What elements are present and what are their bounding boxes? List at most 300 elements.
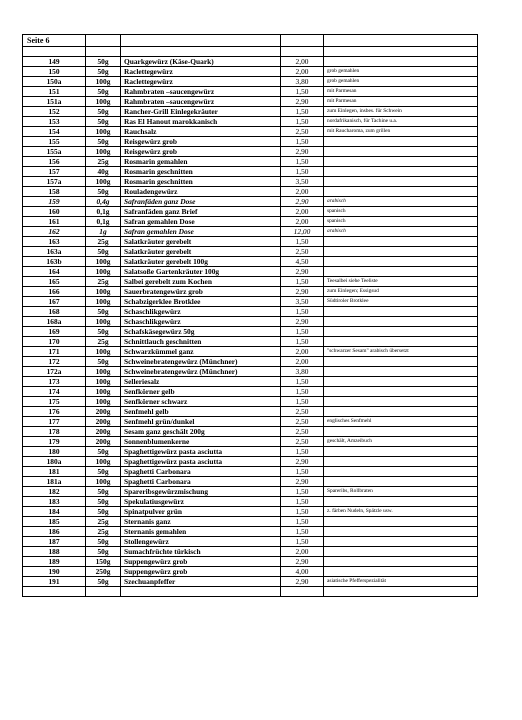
item-note — [324, 457, 478, 467]
item-number: 155 — [23, 137, 86, 147]
item-name: Schaschlikgewürz — [121, 307, 281, 317]
table-row — [23, 77, 478, 87]
item-name: Spareribsgewürzmischung — [121, 487, 281, 497]
table-row — [23, 567, 478, 577]
item-note: arabisch — [324, 197, 478, 207]
table-row — [23, 207, 478, 217]
item-note — [324, 57, 478, 67]
item-name: Spinatpulver grün — [121, 507, 281, 517]
item-number: 163 — [23, 237, 86, 247]
item-price: 1,50 — [281, 137, 324, 147]
item-number: 180 — [23, 447, 86, 457]
item-name: Sonnenblumenkerne — [121, 437, 281, 447]
table-row — [23, 167, 478, 177]
table-row — [23, 577, 478, 587]
item-number: 186 — [23, 527, 86, 537]
table-row — [23, 127, 478, 137]
item-price: 1,50 — [281, 337, 324, 347]
item-name: Safran gemahlen Dose — [121, 227, 281, 237]
item-note: englisches Senfmehl — [324, 417, 478, 427]
item-name: Spaghetti Carbonara — [121, 477, 281, 487]
item-name: Rancher-Grill Einlegekräuter — [121, 107, 281, 117]
item-price: 1,50 — [281, 527, 324, 537]
item-name: Salatkräuter gerebelt 100g — [121, 257, 281, 267]
item-note — [324, 327, 478, 337]
empty-cell — [86, 35, 121, 47]
item-note — [324, 537, 478, 547]
empty-cell — [281, 587, 324, 597]
item-quantity: 50g — [86, 577, 121, 587]
item-quantity: 50g — [86, 107, 121, 117]
table-row — [23, 537, 478, 547]
item-number: 158 — [23, 187, 86, 197]
blank-row — [23, 587, 478, 597]
item-price: 2,90 — [281, 557, 324, 567]
item-name: Schaschlikgewürz — [121, 317, 281, 327]
item-note: asiatische Pfefferspezialität — [324, 577, 478, 587]
item-name: Stollengewürz — [121, 537, 281, 547]
item-quantity: 200g — [86, 417, 121, 427]
item-name: Spaghetti Carbonara — [121, 467, 281, 477]
table-row — [23, 547, 478, 557]
item-number: 182 — [23, 487, 86, 497]
empty-cell — [324, 587, 478, 597]
item-note — [324, 357, 478, 367]
table-row — [23, 427, 478, 437]
item-price: 2,00 — [281, 217, 324, 227]
item-price: 1,50 — [281, 387, 324, 397]
item-number: 183 — [23, 497, 86, 507]
table-row — [23, 447, 478, 457]
item-price: 2,00 — [281, 347, 324, 357]
empty-cell — [324, 35, 478, 47]
item-number: 159 — [23, 197, 86, 207]
item-number: 172a — [23, 367, 86, 377]
item-note — [324, 557, 478, 567]
item-number: 153 — [23, 117, 86, 127]
table-row — [23, 557, 478, 567]
item-name: Ras El Hanout marokkanisch — [121, 117, 281, 127]
table-row — [23, 67, 478, 77]
item-quantity: 100g — [86, 317, 121, 327]
table-row — [23, 477, 478, 487]
item-number: 168 — [23, 307, 86, 317]
item-name: Schweinebratengewürz (Münchner) — [121, 367, 281, 377]
item-note: mit Raucharoma, zum grillen — [324, 127, 478, 137]
item-number: 174 — [23, 387, 86, 397]
item-price: 1,50 — [281, 327, 324, 337]
table-row — [23, 257, 478, 267]
item-price: 2,00 — [281, 547, 324, 557]
table-row — [23, 187, 478, 197]
item-quantity: 100g — [86, 297, 121, 307]
item-quantity: 50g — [86, 447, 121, 457]
item-price: 2,00 — [281, 57, 324, 67]
table-row — [23, 277, 478, 287]
item-price: 2,50 — [281, 437, 324, 447]
item-price: 2,50 — [281, 427, 324, 437]
item-number: 162 — [23, 227, 86, 237]
item-note — [324, 447, 478, 457]
item-note: grob gemahlen — [324, 67, 478, 77]
item-price: 2,90 — [281, 287, 324, 297]
item-name: Selleriesalz — [121, 377, 281, 387]
item-number: 175 — [23, 397, 86, 407]
item-quantity: 100g — [86, 147, 121, 157]
item-name: Sauerbratengewürz grob — [121, 287, 281, 297]
item-quantity: 100g — [86, 397, 121, 407]
item-number: 177 — [23, 417, 86, 427]
page-label: Seite 6 — [23, 35, 86, 47]
table-row — [23, 227, 478, 237]
table-row — [23, 407, 478, 417]
item-note — [324, 427, 478, 437]
item-name: Safranfäden ganz Dose — [121, 197, 281, 207]
table-row — [23, 267, 478, 277]
item-quantity: 100g — [86, 367, 121, 377]
item-quantity: 25g — [86, 337, 121, 347]
item-note — [324, 307, 478, 317]
item-name: Rouladengewürz — [121, 187, 281, 197]
table-row — [23, 457, 478, 467]
item-number: 151a — [23, 97, 86, 107]
table-row — [23, 507, 478, 517]
item-name: Schnittlauch geschnitten — [121, 337, 281, 347]
empty-cell — [324, 47, 478, 57]
item-note: Spareribs, Rollbraten — [324, 487, 478, 497]
item-quantity: 250g — [86, 567, 121, 577]
table-row — [23, 327, 478, 337]
table-row — [23, 357, 478, 367]
item-quantity: 0,1g — [86, 217, 121, 227]
item-quantity: 40g — [86, 167, 121, 177]
table-row — [23, 367, 478, 377]
item-price: 1,50 — [281, 117, 324, 127]
item-name: Rosmarin gemahlen — [121, 157, 281, 167]
item-quantity: 150g — [86, 557, 121, 567]
item-price: 1,50 — [281, 467, 324, 477]
item-price: 2,90 — [281, 97, 324, 107]
item-number: 184 — [23, 507, 86, 517]
item-name: Senfkörner gelb — [121, 387, 281, 397]
item-name: Schweinebratengewürz (Münchner) — [121, 357, 281, 367]
item-quantity: 50g — [86, 67, 121, 77]
item-name: Rahmbraten –saucengewürz — [121, 87, 281, 97]
table-row — [23, 197, 478, 207]
item-price: 3,80 — [281, 77, 324, 87]
item-number: 171 — [23, 347, 86, 357]
item-number: 185 — [23, 517, 86, 527]
item-name: Rosmarin geschnitten — [121, 177, 281, 187]
table-row — [23, 487, 478, 497]
item-price: 1,50 — [281, 237, 324, 247]
table-row — [23, 527, 478, 537]
item-price: 2,00 — [281, 357, 324, 367]
item-quantity: 50g — [86, 247, 121, 257]
table-row — [23, 87, 478, 97]
item-number: 187 — [23, 537, 86, 547]
item-note — [324, 517, 478, 527]
item-number: 179 — [23, 437, 86, 447]
empty-cell — [281, 35, 324, 47]
item-number: 152 — [23, 107, 86, 117]
table-row — [23, 497, 478, 507]
item-note — [324, 147, 478, 157]
item-note: mit Parmesan — [324, 87, 478, 97]
item-note: spanisch — [324, 207, 478, 217]
item-number: 154 — [23, 127, 86, 137]
item-quantity: 25g — [86, 157, 121, 167]
table-row — [23, 437, 478, 447]
item-name: Sternanis gemahlen — [121, 527, 281, 537]
table-row — [23, 117, 478, 127]
item-quantity: 100g — [86, 377, 121, 387]
item-name: Suppengewürz grob — [121, 567, 281, 577]
item-number: 188 — [23, 547, 86, 557]
item-quantity: 100g — [86, 77, 121, 87]
table-row — [23, 347, 478, 357]
item-price: 2,90 — [281, 317, 324, 327]
item-number: 190 — [23, 567, 86, 577]
item-note — [324, 567, 478, 577]
item-number: 155a — [23, 147, 86, 157]
item-price: 1,50 — [281, 277, 324, 287]
item-note — [324, 257, 478, 267]
item-price: 2,90 — [281, 477, 324, 487]
item-price: 1,50 — [281, 497, 324, 507]
item-name: Salatsoße Gartenkräuter 100g — [121, 267, 281, 277]
item-price: 1,50 — [281, 537, 324, 547]
item-note — [324, 367, 478, 377]
item-number: 163b — [23, 257, 86, 267]
empty-cell — [121, 587, 281, 597]
item-name: Raclettegewürz — [121, 77, 281, 87]
item-number: 157 — [23, 167, 86, 177]
item-note: grob gemahlen — [324, 77, 478, 87]
item-price: 2,50 — [281, 247, 324, 257]
item-number: 161 — [23, 217, 86, 227]
table-row — [23, 307, 478, 317]
item-name: Sesam ganz geschält 200g — [121, 427, 281, 437]
table-row — [23, 107, 478, 117]
item-number: 165 — [23, 277, 86, 287]
item-price: 1,50 — [281, 487, 324, 497]
item-quantity: 50g — [86, 117, 121, 127]
item-quantity: 0,1g — [86, 207, 121, 217]
item-price: 1,50 — [281, 397, 324, 407]
item-price: 2,00 — [281, 207, 324, 217]
item-note: arabisch — [324, 227, 478, 237]
item-quantity: 100g — [86, 477, 121, 487]
item-name: Reisgewürz grob — [121, 147, 281, 157]
item-number: 167 — [23, 297, 86, 307]
table-row — [23, 57, 478, 67]
item-quantity: 25g — [86, 237, 121, 247]
item-quantity: 25g — [86, 517, 121, 527]
table-row — [23, 147, 478, 157]
item-name: Senfmehl gelb — [121, 407, 281, 417]
item-note: Südtiroler Brotklee — [324, 297, 478, 307]
item-price: 4,00 — [281, 567, 324, 577]
item-note — [324, 547, 478, 557]
item-price: 1,50 — [281, 87, 324, 97]
item-quantity: 200g — [86, 437, 121, 447]
item-note — [324, 337, 478, 347]
item-note — [324, 387, 478, 397]
item-name: Senfmehl grün/dunkel — [121, 417, 281, 427]
item-quantity: 1g — [86, 227, 121, 237]
empty-cell — [86, 587, 121, 597]
item-quantity: 50g — [86, 87, 121, 97]
item-name: Safran gemahlen Dose — [121, 217, 281, 227]
item-note — [324, 187, 478, 197]
item-name: Raclettegewürz — [121, 67, 281, 77]
item-price: 1,50 — [281, 167, 324, 177]
item-name: Spaghettigewürz pasta asciutta — [121, 447, 281, 457]
table-row — [23, 377, 478, 387]
item-price: 2,90 — [281, 267, 324, 277]
item-number: 189 — [23, 557, 86, 567]
item-price: 3,50 — [281, 297, 324, 307]
item-price: 1,50 — [281, 447, 324, 457]
item-number: 173 — [23, 377, 86, 387]
item-number: 176 — [23, 407, 86, 417]
item-quantity: 100g — [86, 97, 121, 107]
empty-cell — [281, 47, 324, 57]
item-price: 2,50 — [281, 417, 324, 427]
item-note — [324, 467, 478, 477]
item-name: Schafskäsegewürz 50g — [121, 327, 281, 337]
item-price: 1,50 — [281, 507, 324, 517]
item-quantity: 50g — [86, 307, 121, 317]
item-note: zum Einlegen; Essigsud — [324, 287, 478, 297]
item-note — [324, 237, 478, 247]
item-quantity: 200g — [86, 407, 121, 417]
item-quantity: 100g — [86, 457, 121, 467]
item-note — [324, 477, 478, 487]
item-note — [324, 167, 478, 177]
item-note: z. färben Nudeln, Spätzle usw. — [324, 507, 478, 517]
table-row — [23, 287, 478, 297]
item-number: 191 — [23, 577, 86, 587]
item-number: 157a — [23, 177, 86, 187]
item-price: 2,90 — [281, 197, 324, 207]
price-list-body — [23, 35, 478, 597]
item-name: Salatkräuter gerebelt — [121, 237, 281, 247]
item-note: Teesalbei siehe Teeliste — [324, 277, 478, 287]
item-name: Spekulatiusgewürz — [121, 497, 281, 507]
item-note: geschält, Amzeibuch — [324, 437, 478, 447]
item-price: 2,50 — [281, 127, 324, 137]
item-note — [324, 497, 478, 507]
table-row — [23, 337, 478, 347]
item-name: Szechuanpfeffer — [121, 577, 281, 587]
item-name: Rauchsalz — [121, 127, 281, 137]
page-header-row — [23, 35, 478, 47]
item-name: Reisgewürz grob — [121, 137, 281, 147]
item-name: Rahmbraten –saucengewürz — [121, 97, 281, 107]
item-number: 151 — [23, 87, 86, 97]
item-number: 160 — [23, 207, 86, 217]
item-quantity: 200g — [86, 427, 121, 437]
item-quantity: 50g — [86, 487, 121, 497]
item-name: Suppengewürz grob — [121, 557, 281, 567]
empty-cell — [23, 47, 86, 57]
table-row — [23, 417, 478, 427]
item-name: Rosmarin geschnitten — [121, 167, 281, 177]
item-quantity: 50g — [86, 57, 121, 67]
item-name: Spaghettigewürz pasta asciutta — [121, 457, 281, 467]
item-number: 163a — [23, 247, 86, 257]
item-note: nordafrikanisch, für Tachine u.a. — [324, 117, 478, 127]
item-quantity: 0,4g — [86, 197, 121, 207]
empty-cell — [86, 47, 121, 57]
item-quantity: 100g — [86, 127, 121, 137]
item-price: 3,80 — [281, 367, 324, 377]
table-row — [23, 177, 478, 187]
item-price: 12,00 — [281, 227, 324, 237]
table-row — [23, 297, 478, 307]
item-quantity: 50g — [86, 357, 121, 367]
item-price: 4,50 — [281, 257, 324, 267]
item-quantity: 25g — [86, 277, 121, 287]
item-note — [324, 317, 478, 327]
item-number: 178 — [23, 427, 86, 437]
item-number: 168a — [23, 317, 86, 327]
item-number: 181 — [23, 467, 86, 477]
item-number: 164 — [23, 267, 86, 277]
table-row — [23, 317, 478, 327]
item-quantity: 50g — [86, 537, 121, 547]
item-quantity: 50g — [86, 137, 121, 147]
item-note — [324, 527, 478, 537]
item-number: 181a — [23, 477, 86, 487]
item-quantity: 100g — [86, 267, 121, 277]
item-note — [324, 177, 478, 187]
item-price: 1,50 — [281, 517, 324, 527]
item-price: 1,50 — [281, 307, 324, 317]
table-row — [23, 237, 478, 247]
item-price: 2,00 — [281, 187, 324, 197]
item-note — [324, 157, 478, 167]
table-row — [23, 137, 478, 147]
price-list-table — [22, 34, 478, 597]
table-row — [23, 157, 478, 167]
table-row — [23, 247, 478, 257]
item-name: Sternanis ganz — [121, 517, 281, 527]
item-note: zum Einlegen, insbes. für Schwein — [324, 107, 478, 117]
item-number: 170 — [23, 337, 86, 347]
table-row — [23, 97, 478, 107]
table-row — [23, 217, 478, 227]
table-row — [23, 517, 478, 527]
item-quantity: 50g — [86, 187, 121, 197]
item-quantity: 100g — [86, 177, 121, 187]
table-row — [23, 387, 478, 397]
item-note — [324, 267, 478, 277]
item-note: "schwarzer Sesam" arabisch übersetzt — [324, 347, 478, 357]
item-name: Schabzigerklee Brotklee — [121, 297, 281, 307]
item-name: Salatkräuter gerebelt — [121, 247, 281, 257]
table-row — [23, 467, 478, 477]
item-name: Senfkörner schwarz — [121, 397, 281, 407]
item-quantity: 50g — [86, 497, 121, 507]
item-price: 2,00 — [281, 67, 324, 77]
item-note: mit Parmesan — [324, 97, 478, 107]
blank-row — [23, 47, 478, 57]
item-note — [324, 137, 478, 147]
item-number: 150a — [23, 77, 86, 87]
